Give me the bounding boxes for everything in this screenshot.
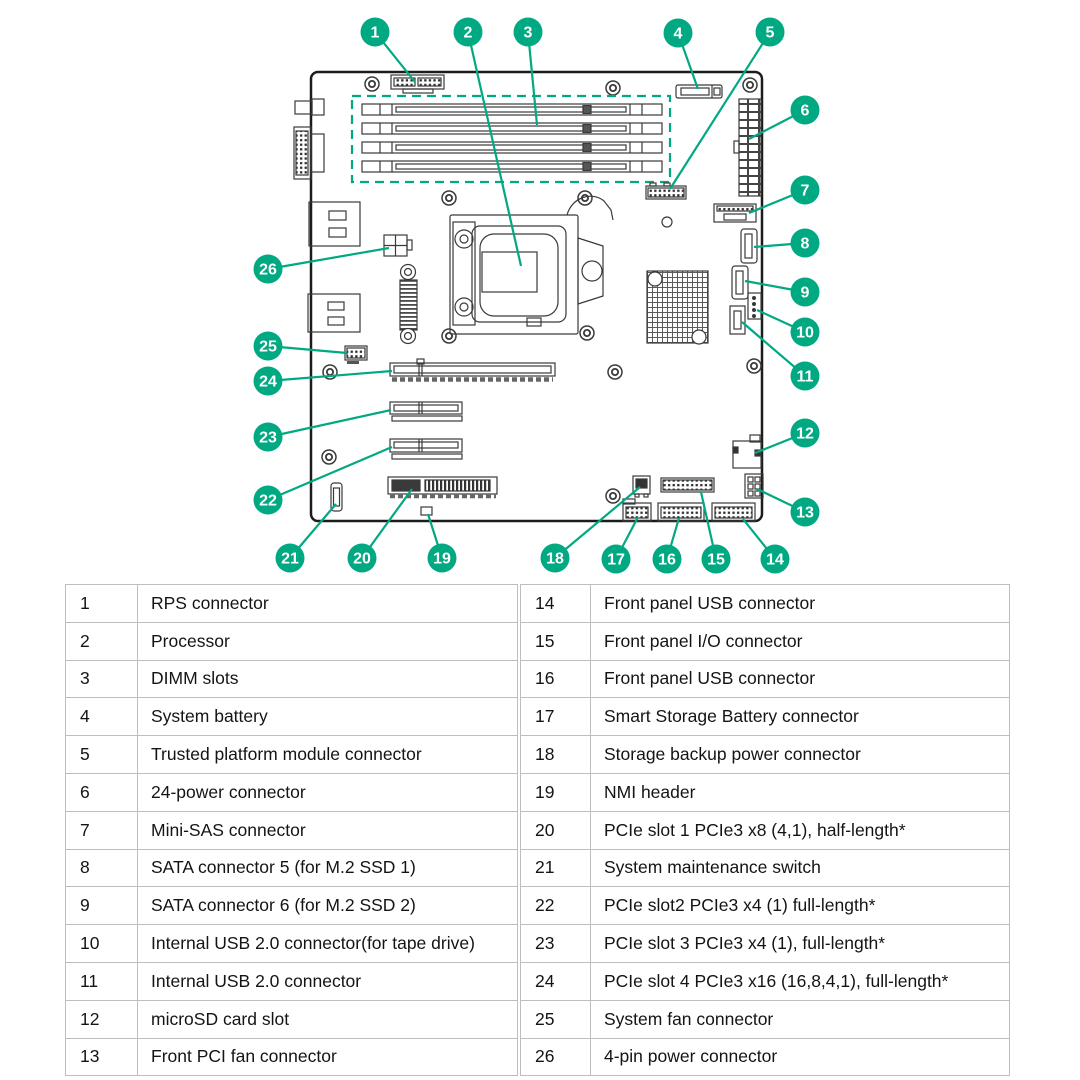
legend-row — [66, 622, 518, 660]
legend-row — [66, 585, 518, 623]
legend-row — [66, 849, 518, 887]
callout-number: 18 — [546, 550, 564, 568]
callout-number: 19 — [433, 550, 451, 568]
callout-number: 22 — [259, 492, 277, 510]
legend-item-label: PCIe slot2 PCIe3 x4 (1) full-length* — [591, 887, 1010, 925]
legend-item-number: 2 — [66, 622, 138, 660]
legend-row — [521, 962, 1010, 1000]
callout-21 — [276, 544, 305, 573]
legend-item-number: 8 — [66, 849, 138, 887]
callout-number: 26 — [259, 261, 277, 279]
callout-7 — [791, 176, 820, 205]
legend-item-number: 7 — [66, 811, 138, 849]
legend-item-label: PCIe slot 4 PCIe3 x16 (16,8,4,1), full-length* — [591, 962, 1010, 1000]
callout-12 — [791, 419, 820, 448]
callout-number: 1 — [370, 24, 380, 42]
chipset-heatsink — [647, 271, 708, 344]
legend-item-number: 16 — [521, 660, 591, 698]
legend-row — [521, 585, 1010, 623]
callout-number: 3 — [523, 24, 533, 42]
legend-row — [521, 622, 1010, 660]
legend-item-label: Internal USB 2.0 connector(for tape drive) — [138, 925, 518, 963]
legend-item-number: 23 — [521, 925, 591, 963]
legend-item-label: System fan connector — [591, 1000, 1010, 1038]
callout-19 — [428, 544, 457, 573]
legend-row — [521, 660, 1010, 698]
callout-number: 12 — [796, 425, 814, 443]
callout-number: 21 — [281, 550, 299, 568]
callout-number: 2 — [463, 24, 473, 42]
legend-item-label: Storage backup power connector — [591, 736, 1010, 774]
legend-item-label: SATA connector 6 (for M.2 SSD 2) — [138, 887, 518, 925]
vrm-heatsink — [400, 265, 417, 344]
legend-item-number: 19 — [521, 773, 591, 811]
callout-number: 25 — [259, 338, 277, 356]
callout-number: 6 — [800, 102, 810, 120]
callout-15 — [702, 545, 731, 574]
callout-5 — [756, 18, 785, 47]
legend-item-label: Trusted platform module connector — [138, 736, 518, 774]
storage-backup-power-connector — [633, 476, 650, 497]
legend-item-number: 20 — [521, 811, 591, 849]
legend-row — [521, 773, 1010, 811]
callout-16 — [653, 545, 682, 574]
legend-item-label: Front panel USB connector — [591, 660, 1010, 698]
callout-8 — [791, 229, 820, 258]
legend-item-label: RPS connector — [138, 585, 518, 623]
legend-item-number: 3 — [66, 660, 138, 698]
legend-item-number: 21 — [521, 849, 591, 887]
legend-row — [521, 925, 1010, 963]
front-panel-io-connector — [661, 478, 714, 492]
callout-22 — [254, 486, 283, 515]
callout-number: 13 — [796, 504, 814, 522]
legend-item-number: 26 — [521, 1038, 591, 1076]
callout-1 — [361, 18, 390, 47]
legend-item-number: 6 — [66, 773, 138, 811]
legend-row — [66, 1000, 518, 1038]
legend-row — [521, 849, 1010, 887]
legend-item-number: 14 — [521, 585, 591, 623]
legend-table-left — [65, 584, 518, 1076]
legend-item-label: System battery — [138, 698, 518, 736]
legend-item-number: 1 — [66, 585, 138, 623]
legend-item-number: 18 — [521, 736, 591, 774]
callout-10 — [791, 318, 820, 347]
callout-17 — [602, 545, 631, 574]
legend-item-number: 9 — [66, 887, 138, 925]
legend-item-number: 11 — [66, 962, 138, 1000]
callout-24 — [254, 367, 283, 396]
callout-number: 4 — [673, 25, 683, 43]
legend-row — [66, 660, 518, 698]
legend-item-number: 10 — [66, 925, 138, 963]
callout-number: 10 — [796, 324, 814, 342]
callout-13 — [791, 498, 820, 527]
callout-6 — [791, 96, 820, 125]
legend-item-number: 13 — [66, 1038, 138, 1076]
legend-item-number: 25 — [521, 1000, 591, 1038]
callout-25 — [254, 332, 283, 361]
legend-row — [521, 887, 1010, 925]
legend-row — [66, 698, 518, 736]
callout-number: 23 — [259, 429, 277, 447]
callout-20 — [348, 544, 377, 573]
legend-row — [521, 1038, 1010, 1076]
legend-item-number: 12 — [66, 1000, 138, 1038]
legend-item-label: System maintenance switch — [591, 849, 1010, 887]
legend-row — [66, 811, 518, 849]
callout-number: 24 — [259, 373, 277, 391]
legend-item-number: 22 — [521, 887, 591, 925]
callout-3 — [514, 18, 543, 47]
legend-item-label: microSD card slot — [138, 1000, 518, 1038]
callout-number: 15 — [707, 551, 725, 569]
legend-item-label: PCIe slot 1 PCIe3 x8 (4,1), half-length* — [591, 811, 1010, 849]
legend-row — [66, 925, 518, 963]
legend-row — [521, 811, 1010, 849]
legend-item-number: 24 — [521, 962, 591, 1000]
legend-item-label: PCIe slot 3 PCIe3 x4 (1), full-length* — [591, 925, 1010, 963]
callout-number: 17 — [607, 551, 625, 569]
legend-item-label: Processor — [138, 622, 518, 660]
callout-number: 14 — [766, 551, 784, 569]
callout-number: 5 — [765, 24, 775, 42]
legend-row — [66, 887, 518, 925]
legend-row — [521, 1000, 1010, 1038]
callout-4 — [664, 19, 693, 48]
callout-23 — [254, 423, 283, 452]
legend-item-label: 24-power connector — [138, 773, 518, 811]
pcie-slot-1 — [388, 477, 497, 497]
callout-2 — [454, 18, 483, 47]
legend-row — [66, 962, 518, 1000]
callout-18 — [541, 544, 570, 573]
legend-row — [521, 698, 1010, 736]
legend-item-number: 5 — [66, 736, 138, 774]
callout-number: 7 — [800, 182, 810, 200]
callout-number: 9 — [800, 284, 810, 302]
legend-item-label: DIMM slots — [138, 660, 518, 698]
callout-number: 16 — [658, 551, 676, 569]
legend-row — [66, 773, 518, 811]
legend-row — [66, 736, 518, 774]
legend-item-label: Mini-SAS connector — [138, 811, 518, 849]
callout-number: 8 — [800, 235, 810, 253]
callout-26 — [254, 255, 283, 284]
legend-item-label: Front PCI fan connector — [138, 1038, 518, 1076]
legend-item-label: 4-pin power connector — [591, 1038, 1010, 1076]
legend-row — [521, 736, 1010, 774]
legend-item-label: Internal USB 2.0 connector — [138, 962, 518, 1000]
legend-item-label: Front panel I/O connector — [591, 622, 1010, 660]
legend-item-number: 15 — [521, 622, 591, 660]
callout-number: 20 — [353, 550, 371, 568]
callout-number: 11 — [796, 368, 814, 386]
callout-11 — [791, 362, 820, 391]
legend-item-label: NMI header — [591, 773, 1010, 811]
callout-14 — [761, 545, 790, 574]
legend-row — [66, 1038, 518, 1076]
legend-item-label: Smart Storage Battery connector — [591, 698, 1010, 736]
legend-table-right — [520, 584, 1010, 1076]
legend-item-number: 17 — [521, 698, 591, 736]
legend-item-label: Front panel USB connector — [591, 585, 1010, 623]
legend-item-number: 4 — [66, 698, 138, 736]
callout-9 — [791, 278, 820, 307]
legend-item-label: SATA connector 5 (for M.2 SSD 1) — [138, 849, 518, 887]
